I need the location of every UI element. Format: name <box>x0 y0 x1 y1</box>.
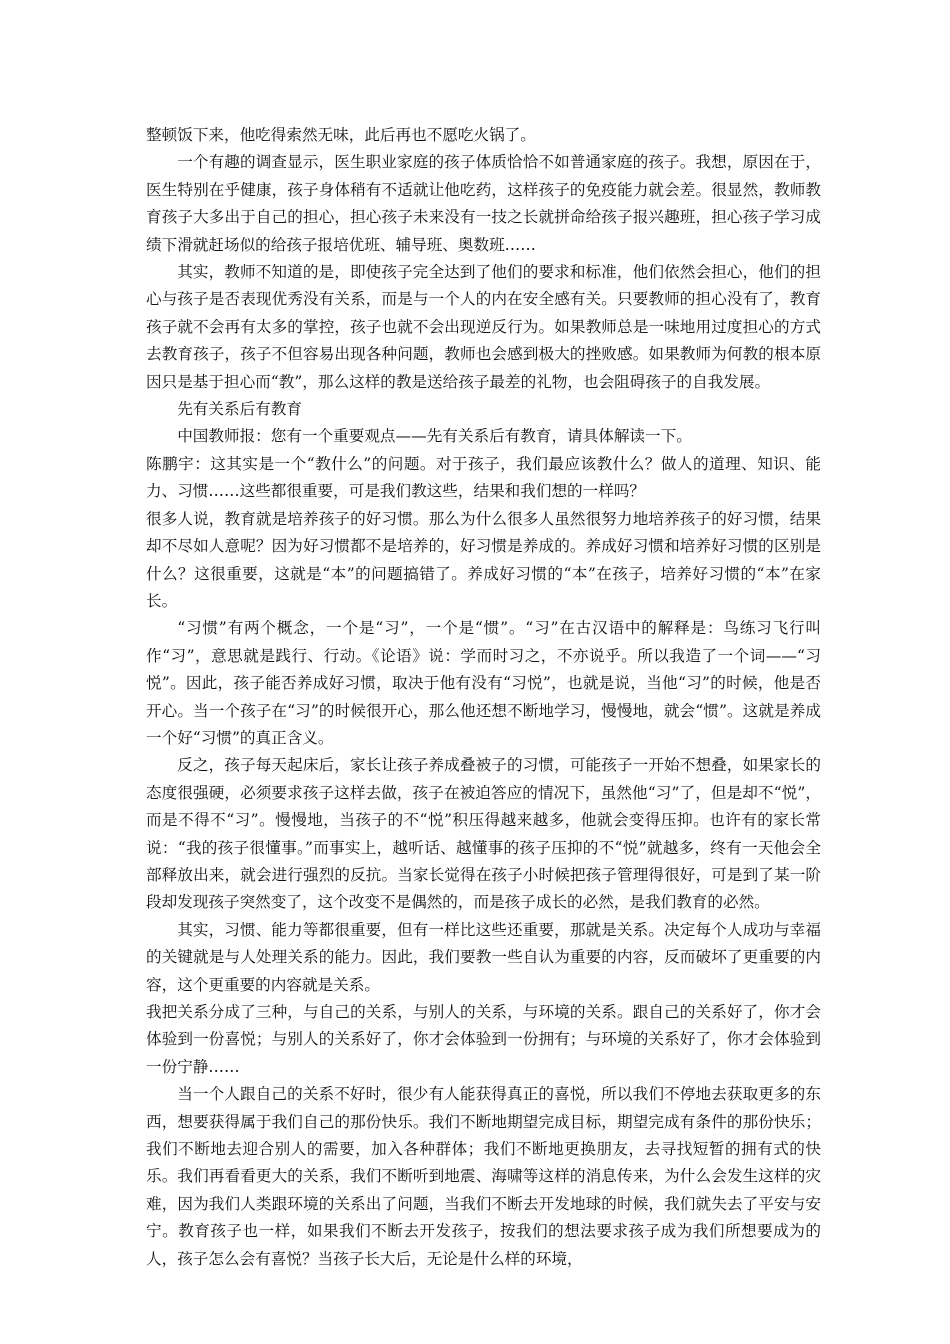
paragraph-habits: 很多人说，教育就是培养孩子的好习惯。那么为什么很多人虽然很努力地培养孩子的好习惯，结果却不尽如人意呢？因为好习惯都不是培养的，好习惯是养成的。养成好习惯和培养好习惯的区别是什么？这很重要，这就是“本”的问题搞错了。养成好习惯的“本”在孩子，培养好习惯的“本”在家长。 <box>146 509 821 610</box>
paragraph-xi-guan: “习惯”有两个概念，一个是“习”，一个是“惯”。“习”在古汉语中的解释是：鸟练习飞行叫作“习”，意思就是践行、行动。《论语》说：学而时习之，不亦说乎。所以我造了一个词——“习悦”。因此，孩子能否养成好习惯，取决于他有没有“习悦”，也就是说，当他“习”的时候，他是否开心。当一个孩子在“习”的时候很开心，那么他还想不断地学习，慢慢地，就会“惯”。这就是养成一个好“习惯”的真正含义。 <box>146 619 821 747</box>
paragraph-fanzhi: 反之，孩子每天起床后，家长让孩子养成叠被子的习惯，可能孩子一开始不想叠，如果家长的态度很强硬，必须要求孩子这样去做，孩子在被迫答应的情况下，虽然他“习”了，但是却不“悦”，而是不得不“习”。慢慢地，当孩子的不“悦”积压得越来越多，他就会变得压抑。也许有的家长常说：“我的孩子很懂事。”而事实上，越听话、越懂事的孩子压抑的不“悦”就越多，终有一天他会全部释放出来，就会进行强烈的反抗。当家长觉得在孩子小时候把孩子管理得很好，可是到了某一阶段却发现孩子突然变了，这个改变不是偶然的，而是孩子成长的必然，是我们教育的必然。 <box>146 756 821 912</box>
document-page <box>146 122 821 1273</box>
paragraph-3: 其实，教师不知道的是，即使孩子完全达到了他们的要求和标准，他们依然会担心，他们的担心与孩子是否表现优秀没有关系，而是与一个人的内在安全感有关。只要教师的担心没有了，教育孩子就不会再有太多的掌控，孩子也就不会出现逆反行为。如果教师总是一味地用过度担心的方式去教育孩子，孩子不但容易出现各种问题，教师也会感到极大的挫败感。如果教师为何教的根本原因只是基于担心而“教”，那么这样的教是送给孩子最差的礼物，也会阻碍孩子的自我发展。 <box>146 263 821 391</box>
paragraph-guanxi: 其实，习惯、能力等都很重要，但有一样比这些还重要，那就是关系。决定每个人成功与幸福的关键就是与人处理关系的能力。因此，我们要教一些自认为重要的内容，反而破坏了更重要的内容，这个更重要的内容就是关系。 <box>146 920 821 994</box>
paragraph-three-relations: 我把关系分成了三种，与自己的关系，与别人的关系，与环境的关系。跟自己的关系好了，你才会体验到一份喜悦；与别人的关系好了，你才会体验到一份拥有；与环境的关系好了，你才会体验到一份宁静…… <box>146 1003 821 1076</box>
interview-question: 中国教师报：您有一个重要观点——先有关系后有教育，请具体解读一下。 <box>177 427 692 446</box>
paragraph-last: 当一个人跟自己的关系不好时，很少有人能获得真正的喜悦，所以我们不停地去获取更多的东西，想要获得属于我们自己的那份快乐。我们不断地期望完成目标，期望完成有条件的那份快乐；我们不断地去迎合别人的需要，加入各种群体；我们不断地更换朋友，去寻找短暂的拥有式的快乐。我们再看看更大的关系，我们不断听到地震、海啸等这样的消息传来，为什么会发生这样的灾难，因为我们人类跟环境的关系出了问题，当我们不断去开发地球的时候，我们就失去了平安与安宁。教育孩子也一样，如果我们不断去开发孩子，按我们的想法要求孩子成为我们所想要成为的人，孩子怎么会有喜悦？当孩子长大后，无论是什么样的环境， <box>146 1085 821 1268</box>
paragraph-1: 整顿饭下来，他吃得索然无味，此后再也不愿吃火锅了。 <box>146 126 536 144</box>
interview-answer-intro: 陈鹏宇：这其实是一个“教什么”的问题。对于孩子，我们最应该教什么？做人的道理、知识、能力、习惯……这些都很重要，可是我们教这些，结果和我们想的一样吗？ <box>146 454 821 501</box>
section-heading: 先有关系后有教育 <box>177 400 302 419</box>
paragraph-2: 一个有趣的调查显示，医生职业家庭的孩子体质恰恰不如普通家庭的孩子。我想，原因在于，医生特别在乎健康，孩子身体稍有不适就让他吃药，这样孩子的免疫能力就会差。很显然，教师教育孩子大多出于自己的担心，担心孩子未来没有一技之长就拼命给孩子报兴趣班，担心孩子学习成绩下滑就赶场似的给孩子报培优班、辅导班、奥数班…… <box>146 153 821 254</box>
